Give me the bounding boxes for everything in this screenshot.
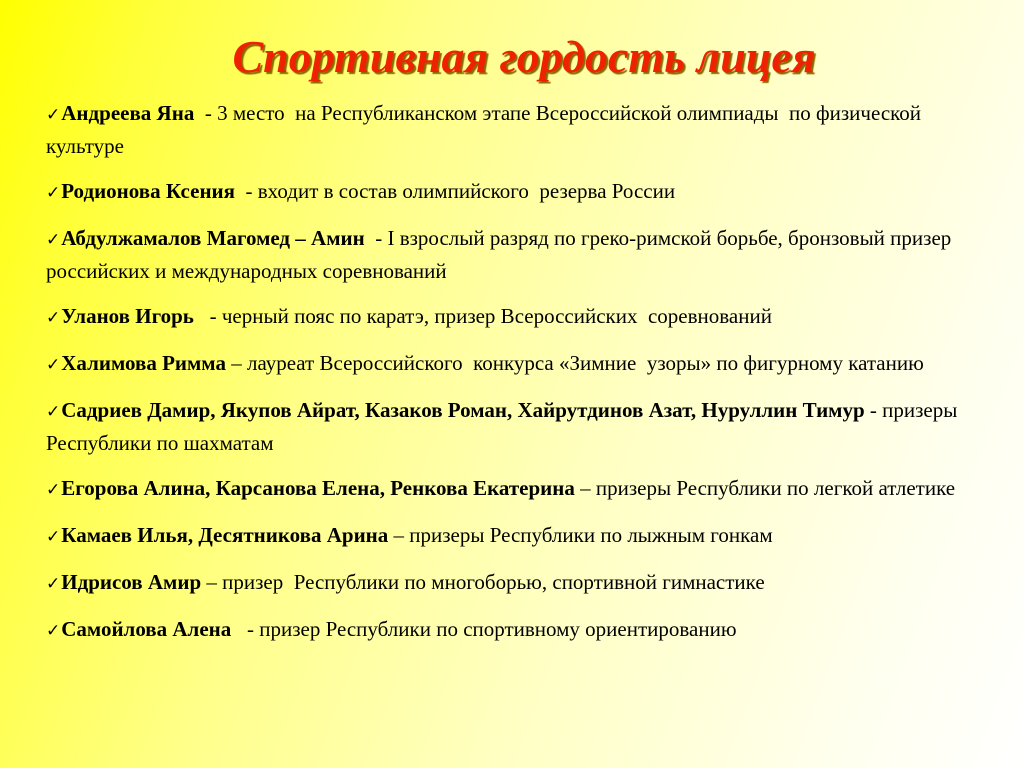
list-item	[46, 223, 996, 287]
student-name: Родионова Ксения	[61, 179, 236, 203]
student-name: Уланов Игорь	[61, 304, 194, 328]
list-item	[46, 473, 996, 506]
list-item	[46, 614, 996, 647]
checkmark-icon: ✓	[46, 621, 61, 641]
achievement-text: – лауреат Всероссийского конкурса «Зимние узоры» по фигурному катанию	[225, 351, 924, 375]
student-name: Абдулжамалов Магомед – Амин	[61, 226, 365, 250]
checkmark-icon: ✓	[46, 527, 61, 547]
checkmark-icon: ✓	[46, 308, 61, 328]
checkmark-icon: ✓	[46, 574, 61, 594]
checkmark-icon: ✓	[46, 183, 61, 203]
achievement-text: - призеры Республики по шахматам	[46, 398, 968, 455]
achievement-text: - 3 место на Республиканском этапе Всероссийской олимпиады по физической культуре	[46, 101, 927, 158]
student-name: Идрисов Амир	[61, 570, 202, 594]
achievement-text: - I взрослый разряд по греко-римской борьбе, бронзовый призер российских и международных соревнований	[46, 226, 962, 283]
student-name: Андреева Яна	[61, 101, 195, 125]
checkmark-icon: ✓	[46, 402, 61, 422]
slide-title: Спортивная гордость лицея	[232, 31, 816, 82]
student-name: Егорова Алина, Карсанова Елена, Ренкова Екатерина	[61, 476, 575, 500]
achievement-text: – призеры Республики по легкой атлетике	[574, 476, 956, 500]
achievement-text: – призер Республики по многоборью, спортивной гимнастике	[201, 570, 765, 594]
checkmark-icon: ✓	[46, 105, 61, 125]
student-name: Самойлова Алена	[61, 617, 232, 641]
achievements-list	[46, 98, 996, 661]
achievement-text: - входит в состав олимпийского резерва России	[235, 179, 676, 203]
achievement-text: - черный пояс по каратэ, призер Всероссийских соревнований	[193, 304, 772, 328]
achievement-text: – призеры Республики по лыжным гонкам	[388, 523, 773, 547]
checkmark-icon: ✓	[46, 230, 61, 250]
checkmark-icon: ✓	[46, 355, 61, 375]
list-item	[46, 520, 996, 553]
checkmark-icon: ✓	[46, 480, 61, 500]
list-item	[46, 98, 996, 162]
list-item	[46, 176, 996, 209]
list-item	[46, 395, 996, 459]
achievement-text: - призер Республики по спортивному ориентированию	[231, 617, 737, 641]
list-item	[46, 348, 996, 381]
list-item	[46, 301, 996, 334]
student-name: Камаев Илья, Десятникова Арина	[61, 523, 389, 547]
list-item	[46, 567, 996, 600]
student-name: Садриев Дамир, Якупов Айрат, Казаков Роман, Хайрутдинов Азат, Нуруллин Тимур	[61, 398, 865, 422]
student-name: Халимова Римма	[61, 351, 226, 375]
